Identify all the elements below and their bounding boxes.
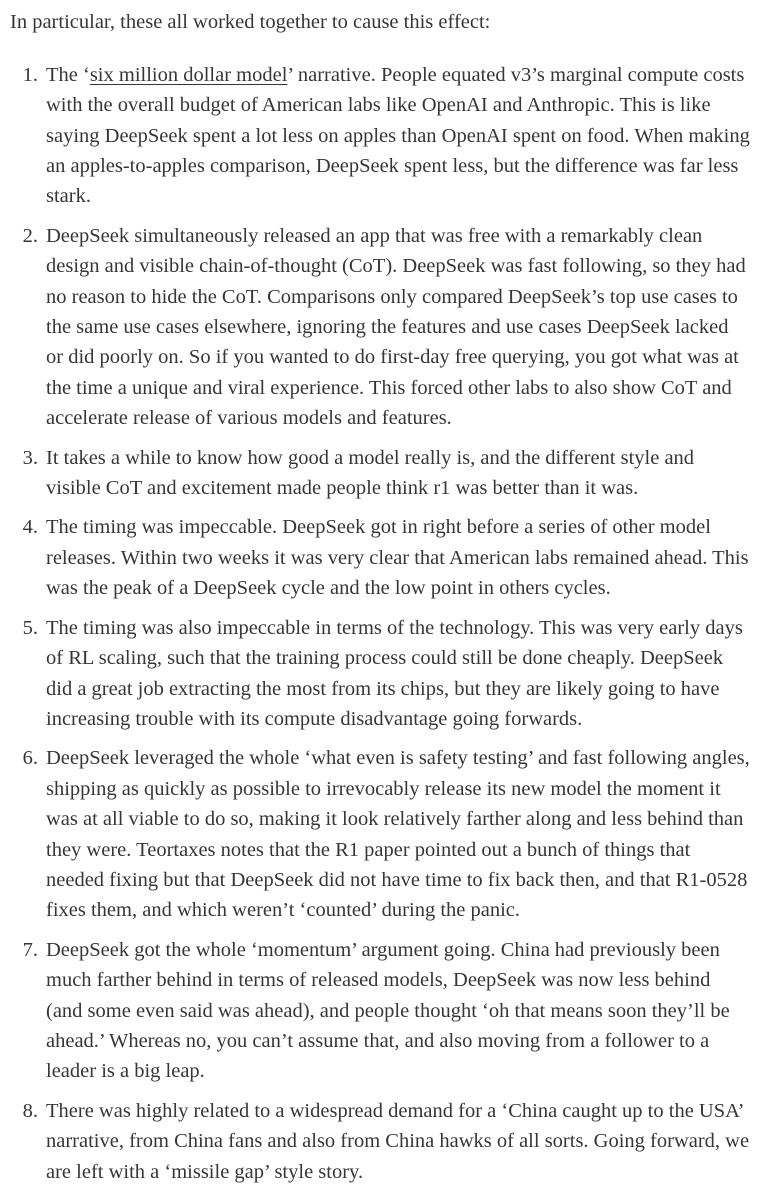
list-item — [10, 743, 750, 925]
list-number: 8. — [22, 1099, 38, 1122]
list-item — [10, 443, 750, 504]
list-item-text: DeepSeek leveraged the whole ‘what even is safety testing’ and fast following angles, shipping as quickly as possible to irrevocably release its new model the moment it was at all viable to do so, making it look relatively farther along and less behind than they were. Teortaxes notes that the R1 paper pointed out a bunch of things that needed fixing but that DeepSeek did not have time to fix back then, and that R1-0528 fixes them, and which weren’t ‘counted’ during the panic. — [46, 747, 750, 922]
list-item — [10, 221, 750, 434]
numbered-list — [10, 60, 750, 1187]
text-suffix: ’ narrative. People equated v3’s marginal compute costs with the overall budget of American labs like OpenAI and Anthropic. This is like saying DeepSeek spent a lot less on apples than OpenAI spent on food. When making an apples-to-apples comparison, DeepSeek spent less, but the difference was far less stark. — [46, 63, 750, 208]
list-item-text: DeepSeek got the whole ‘momentum’ argument going. China had previously been much farther behind in terms of released models, DeepSeek was now less behind (and some even said was ahead), and people thought ‘oh that means soon they’ll be ahead.’ Whereas no, you can’t assume that, and also moving from a follower to a leader is a big leap. — [46, 938, 730, 1083]
list-item-text: DeepSeek simultaneously released an app that was free with a remarkably clean design and visible chain-of-thought (CoT). DeepSeek was fast following, so they had no reason to hide the CoT. Comparisons only compared DeepSeek’s top use cases to the same use cases elsewhere, ignoring the features and use cases DeepSeek lacked or did poorly on. So if you wanted to do first-day free querying, you got what was at the time a unique and viral experience. This forced other labs to also show CoT and accelerate release of various models and features. — [46, 224, 746, 430]
list-item — [10, 613, 750, 735]
list-item-text — [46, 60, 750, 212]
list-item — [10, 60, 750, 212]
list-item-text: The timing was impeccable. DeepSeek got in right before a series of other model releases. Within two weeks it was very clear that American labs remained ahead. This was the peak of a DeepSeek cycle and the low point in others cycles. — [46, 516, 749, 600]
text-prefix: The ‘ — [46, 63, 90, 86]
list-number: 2. — [22, 224, 38, 247]
list-number: 5. — [22, 616, 38, 639]
list-item-text: It takes a while to know how good a model really is, and the different style and visible CoT and excitement made people think r1 was better than it was. — [46, 446, 695, 500]
list-number: 3. — [22, 446, 38, 469]
list-number: 1. — [22, 63, 38, 86]
list-number: 6. — [22, 747, 38, 770]
list-number: 4. — [22, 516, 38, 539]
list-item — [10, 935, 750, 1087]
list-item — [10, 512, 750, 603]
list-number: 7. — [22, 938, 38, 961]
intro-paragraph: In particular, these all worked together to cause this effect: — [10, 11, 491, 33]
list-item — [10, 1096, 750, 1187]
list-item-text: There was highly related to a widespread demand for a ‘China caught up to the USA’ narrative, from China fans and also from China hawks of all sorts. Going forward, we are left with a ‘missile gap’ style story. — [46, 1099, 750, 1183]
list-item-text: The timing was also impeccable in terms of the technology. This was very early days of RL scaling, such that the training process could still be done cheaply. DeepSeek did a great job extracting the most from its chips, but they are likely going to have increasing trouble with its compute disadvantage going forwards. — [46, 616, 743, 730]
six-million-dollar-model-link[interactable]: six million dollar model — [89, 63, 288, 86]
